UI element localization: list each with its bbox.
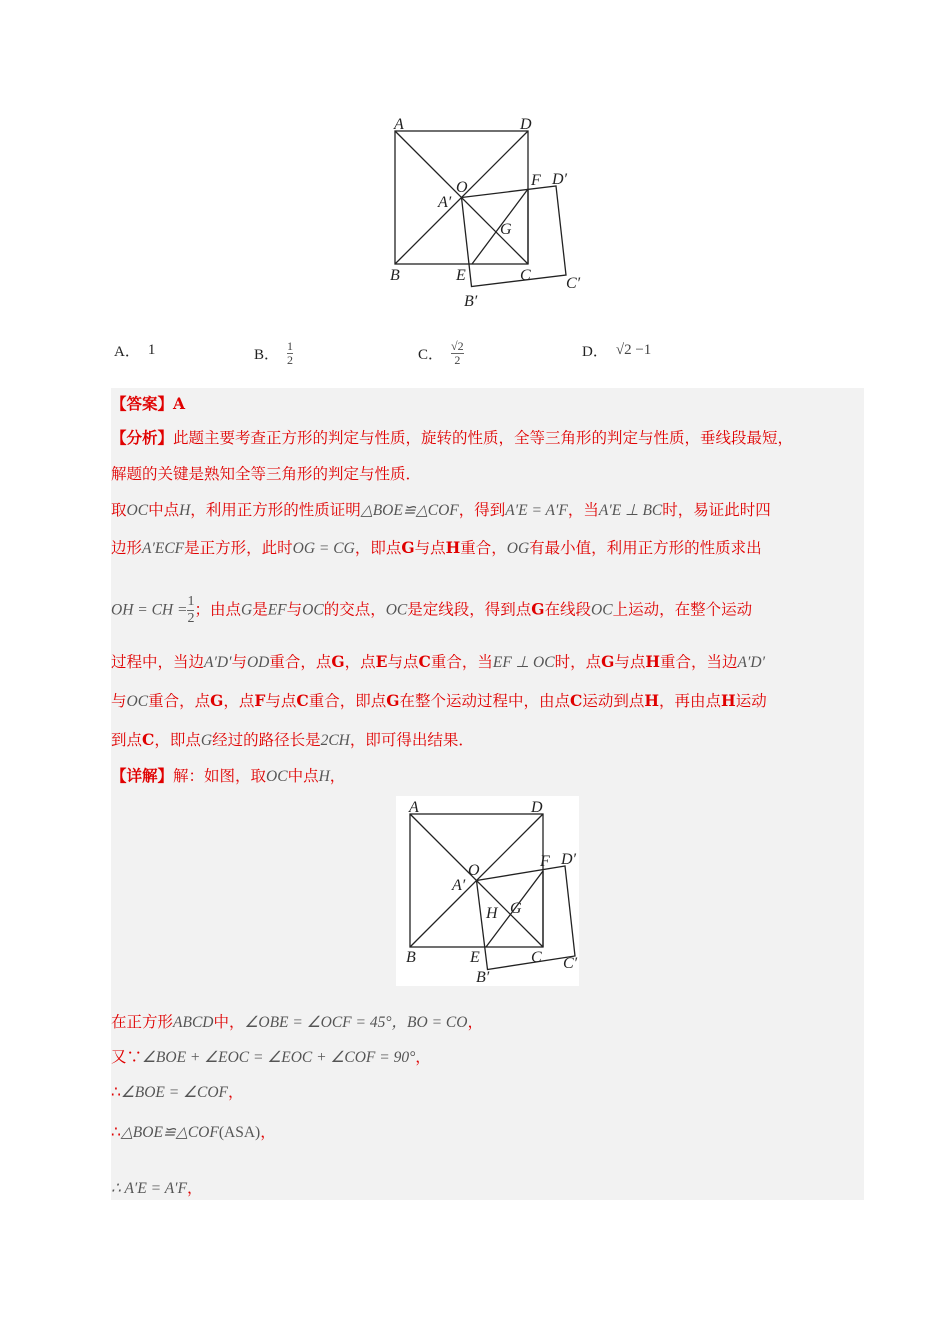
analysis-line-7 xyxy=(111,691,864,712)
m: EF ⊥ OC xyxy=(492,654,555,671)
t: 重合，即点 xyxy=(308,692,387,710)
m: OG xyxy=(506,540,530,557)
m: 2CH xyxy=(320,732,350,749)
m: H xyxy=(318,768,330,785)
m: G xyxy=(200,732,213,749)
analysis-line-4 xyxy=(111,538,864,559)
t: H xyxy=(645,652,661,671)
t: 是定线段，得到点 xyxy=(407,600,532,619)
solution-panel xyxy=(111,388,864,1200)
t: G xyxy=(210,691,224,710)
t: 在整个运动过程中，由点 xyxy=(399,692,570,710)
m: H xyxy=(179,502,191,519)
t: ∴ xyxy=(111,1083,121,1101)
t: 中点 xyxy=(148,501,180,519)
label-a: A xyxy=(394,116,404,133)
m: OC xyxy=(385,601,408,619)
m: OC xyxy=(266,768,288,785)
t: G xyxy=(401,538,415,557)
label-b: B xyxy=(390,267,400,284)
t: C xyxy=(296,691,309,710)
label-b-prime: B′ xyxy=(464,293,478,310)
t: C xyxy=(570,691,583,710)
m: EF xyxy=(267,601,287,619)
t: ，即点 xyxy=(154,731,201,749)
label-c: C xyxy=(520,267,531,284)
t: 与 xyxy=(286,600,303,619)
detail-line-intro xyxy=(111,766,864,787)
answer-value: A xyxy=(173,394,186,413)
t: 在线段 xyxy=(544,600,592,619)
t: ， xyxy=(329,767,346,785)
t: 重合，点 xyxy=(269,653,332,671)
t: ；由点 xyxy=(194,600,241,619)
option-c-fraction xyxy=(451,340,464,367)
option-b-fraction xyxy=(287,340,293,367)
detail-step-5 xyxy=(111,1178,864,1199)
t: ， xyxy=(187,1179,203,1197)
t: 又∵ xyxy=(111,1048,143,1066)
t: ， xyxy=(467,1013,483,1031)
analysis-line-8 xyxy=(111,730,864,751)
m: A′D′ xyxy=(737,654,765,671)
t: 是正方形，此时 xyxy=(184,539,293,557)
t: 重合， xyxy=(460,539,507,557)
detail-step-4 xyxy=(111,1122,864,1143)
t: H xyxy=(644,691,660,710)
option-a-label: A． xyxy=(114,344,140,360)
t: 中点 xyxy=(287,767,319,785)
option-a-value: 1 xyxy=(147,342,156,358)
m: ∠BOE = ∠COF xyxy=(120,1084,229,1101)
label-a-prime: A′ xyxy=(438,194,452,211)
analysis-line-3 xyxy=(111,500,864,521)
t: 时，易证此时四 xyxy=(662,501,771,519)
label-g: G xyxy=(510,900,522,917)
t: ， xyxy=(260,1123,276,1141)
m: A′E ⊥ BC xyxy=(598,502,663,519)
label-b: B xyxy=(406,949,416,966)
t: ，即可得出结果． xyxy=(349,731,474,749)
geometry-figure-detail xyxy=(396,796,579,986)
t: C xyxy=(418,652,431,671)
option-a[interactable] xyxy=(114,340,155,361)
analysis-line-1 xyxy=(111,428,864,448)
m: OC xyxy=(126,693,149,710)
detail-tag: 【详解】 xyxy=(111,766,174,785)
t: G xyxy=(531,599,545,619)
label-o: O xyxy=(468,862,480,879)
analysis-text-2: 解题的关键是熟知全等三角形的判定与性质． xyxy=(111,465,422,483)
option-c-label: C． xyxy=(418,347,444,363)
analysis-line-5 xyxy=(111,594,864,627)
t: 重合，点 xyxy=(148,692,211,710)
t: ，当 xyxy=(567,501,599,519)
t: 运动到点 xyxy=(582,692,645,710)
t: E xyxy=(375,652,388,671)
m: OG = CG xyxy=(292,540,355,557)
t: 与 xyxy=(231,653,247,671)
m: OH = CH = xyxy=(111,601,188,619)
m: A′D′ xyxy=(204,654,232,671)
t: 中， xyxy=(213,1013,245,1031)
m: (ASA) xyxy=(218,1124,261,1141)
m: OC xyxy=(302,601,324,619)
t: 取 xyxy=(111,501,127,519)
label-d-prime: D′ xyxy=(561,851,577,868)
label-e: E xyxy=(456,267,466,284)
t: H xyxy=(721,691,736,710)
geometry-figure-top xyxy=(380,112,590,312)
label-a-prime: A′ xyxy=(452,877,466,894)
option-b-denominator: 2 xyxy=(287,353,294,367)
t: G xyxy=(386,691,400,710)
frac-num: 1 xyxy=(187,594,195,609)
t: 与点 xyxy=(614,653,646,671)
t: 是 xyxy=(252,600,268,619)
t: 运动 xyxy=(735,692,767,710)
t: ，点 xyxy=(344,653,376,671)
t: ，再由点 xyxy=(659,692,722,710)
option-d-label: D． xyxy=(582,344,608,360)
t: F xyxy=(254,691,266,710)
label-e: E xyxy=(470,949,480,966)
t: 与点 xyxy=(265,692,297,710)
label-a: A xyxy=(409,799,419,816)
option-c[interactable] xyxy=(418,340,464,367)
analysis-line-2 xyxy=(111,464,864,484)
option-b[interactable] xyxy=(254,340,293,367)
m: ∠BOE + ∠EOC = ∠EOC + ∠COF = 90° xyxy=(142,1049,416,1066)
t: 解：如图，取 xyxy=(173,767,267,785)
analysis-line-6 xyxy=(111,652,864,673)
frac-den: 2 xyxy=(187,611,195,626)
m: △BOE≌△COF xyxy=(360,502,459,519)
option-c-numerator: √2 xyxy=(451,339,464,353)
label-c-prime: C′ xyxy=(566,275,581,292)
t: 与点 xyxy=(387,653,419,671)
label-d-prime: D′ xyxy=(552,171,568,188)
option-d-value: √2 −1 xyxy=(615,342,652,358)
label-b-prime: B′ xyxy=(476,969,490,986)
t: ， xyxy=(415,1048,431,1066)
label-c-prime: C′ xyxy=(563,955,578,972)
t: 上运动，在整个运动 xyxy=(612,600,753,619)
t: 与点 xyxy=(414,539,446,557)
label-c: C xyxy=(531,949,542,966)
m: OC xyxy=(591,601,613,619)
option-c-denominator: 2 xyxy=(454,353,461,367)
t: ，点 xyxy=(223,692,255,710)
t: C xyxy=(142,730,155,749)
t: 重合，当 xyxy=(430,653,493,671)
m: A′E = A′F xyxy=(505,502,568,519)
t: ，即点 xyxy=(354,539,402,557)
t: 经过的路径长是 xyxy=(212,731,321,749)
label-g: G xyxy=(500,221,512,238)
t: 边形 xyxy=(111,539,143,557)
m: OC xyxy=(126,502,149,519)
t: 有最小值，利用正方形的性质求出 xyxy=(529,539,762,557)
option-b-label: B． xyxy=(254,347,280,363)
m: OD xyxy=(246,654,270,671)
option-d[interactable] xyxy=(582,340,651,361)
t: 重合，当边 xyxy=(660,653,738,671)
detail-step-1 xyxy=(111,1012,864,1033)
detail-step-2 xyxy=(111,1047,864,1068)
square-rotated xyxy=(462,186,567,287)
label-o: O xyxy=(456,179,468,196)
t: 过程中，当边 xyxy=(111,653,205,671)
t: G xyxy=(331,652,345,671)
label-h: H xyxy=(486,905,498,922)
label-f: F xyxy=(531,172,541,189)
answer-tag: 【答案】 xyxy=(111,394,174,413)
t: 的交点， xyxy=(323,600,386,619)
t: ∴ xyxy=(111,1123,121,1141)
answer-line xyxy=(111,394,864,414)
t: ，利用正方形的性质证明 xyxy=(190,501,361,519)
m: ∠OBE = ∠OCF = 45°，BO = CO xyxy=(244,1014,468,1031)
label-d: D xyxy=(531,799,543,816)
m: ABCD xyxy=(173,1014,214,1031)
t: 时，点 xyxy=(554,653,602,671)
t: 到点 xyxy=(111,731,143,749)
t: ，得到 xyxy=(458,501,506,519)
t: ， xyxy=(228,1083,244,1101)
m: △BOE≌△COF xyxy=(120,1124,219,1141)
detail-step-3 xyxy=(111,1082,864,1103)
t: 与 xyxy=(111,692,127,710)
analysis-text-1: 此题主要考查正方形的判定与性质，旋转的性质，全等三角形的判定与性质，垂线段最短， xyxy=(173,429,794,447)
m: G xyxy=(240,601,253,619)
option-b-numerator: 1 xyxy=(287,339,294,353)
label-d: D xyxy=(520,116,532,133)
t: G xyxy=(601,652,615,671)
m: A′ECF xyxy=(142,540,185,557)
t: 在正方形 xyxy=(111,1013,174,1031)
t: H xyxy=(445,538,461,557)
analysis-tag: 【分析】 xyxy=(111,428,174,447)
label-f: F xyxy=(540,853,550,870)
m: ∴ A′E = A′F xyxy=(111,1180,188,1197)
